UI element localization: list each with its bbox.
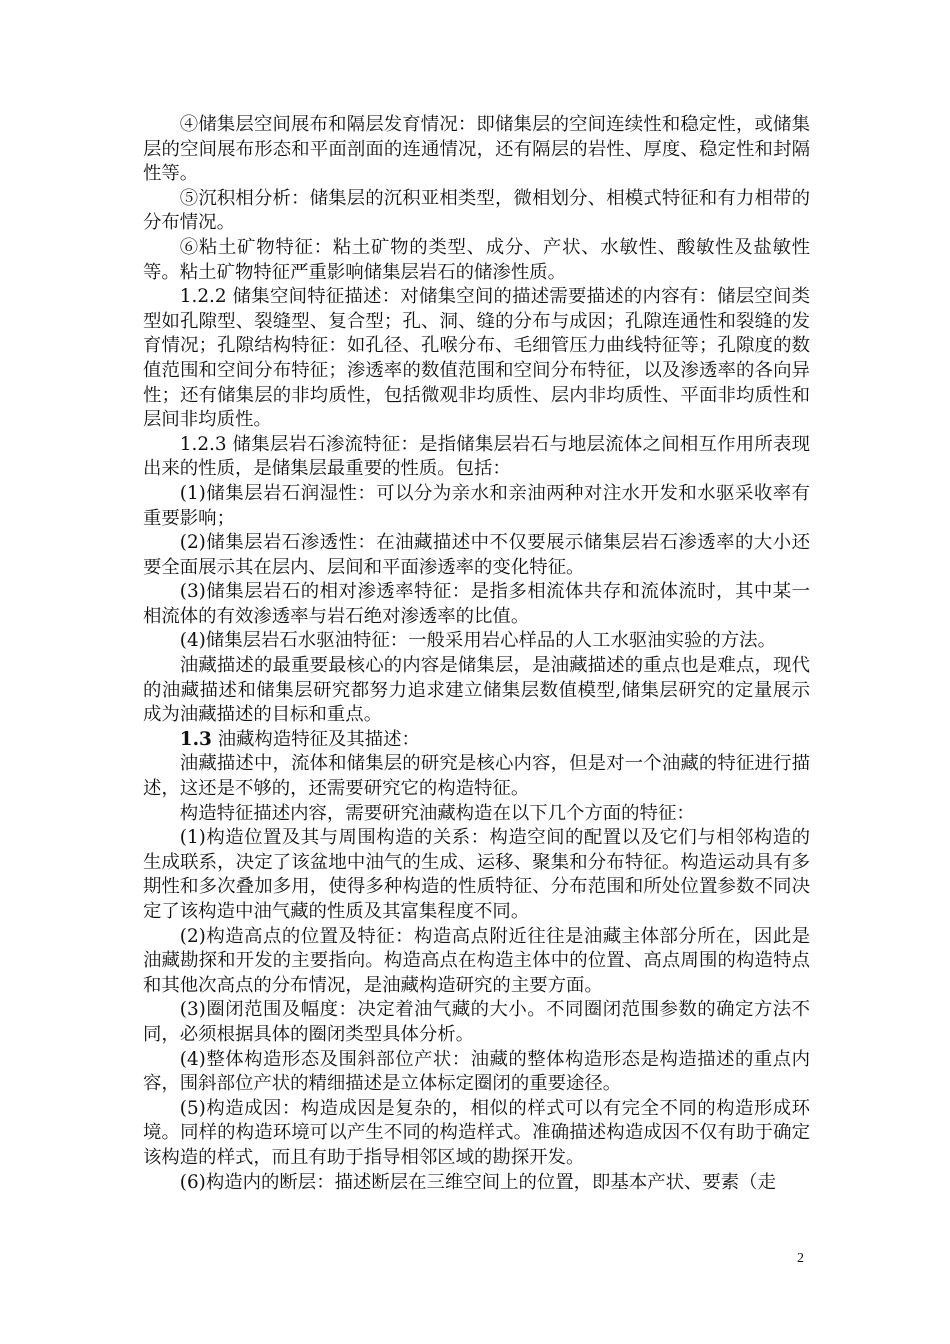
- paragraph-overall-form: (4)整体构造形态及围斜部位产状：油藏的整体构造形态是构造描述的重点内容，围斜部位产状的精细描述是立体标定圈闭的重要途径。: [143, 1048, 810, 1095]
- section-number: 1.3: [179, 728, 212, 750]
- paragraph-sedimentary-facies: ⑤沉积相分析：储集层的沉积亚相类型，微相划分、相模式特征和有力相带的分布情况。: [143, 187, 810, 234]
- paragraph-structure-intro: 油藏描述中，流体和储集层的研究是核心内容，但是对一个油藏的特征进行描述，这还是不够的，还需要研究它的构造特征。: [143, 753, 810, 800]
- page-number: 2: [797, 1251, 804, 1266]
- paragraph-faults: (6)构造内的断层：描述断层在三维空间上的位置，即基本产状、要素（走: [179, 1171, 776, 1193]
- paragraph-structure-high-point: (2)构造高点的位置及特征：构造高点附近往往是油藏主体部分所在，因此是油藏勘探和开发的主要指向。构造高点在构造主体中的位置、高点周围的构造特点和其他次高点的分布情况，是油藏构造研究的主要方面。: [143, 925, 810, 996]
- paragraph-trap-range: (3)圈闭范围及幅度：决定着油气藏的大小。不同圈闭范围参数的确定方法不同，必须根据具体的圈闭类型具体分析。: [143, 999, 810, 1045]
- paragraph-reservoir-summary: 油藏描述的最重要最核心的内容是储集层，是油藏描述的重点也是难点，现代的油藏描述和储集层研究都努力追求建立储集层数值模型,储集层研究的定量展示成为油藏描述的目标和重点。: [143, 655, 810, 726]
- paragraph-permeability: (2)储集层岩石渗透性：在油藏描述中不仅要展示储集层岩石渗透率的大小还要全面展示其在层内、层间和平面渗透率的变化特征。: [143, 532, 810, 578]
- paragraph-wettability: (1)储集层岩石润湿性：可以分为亲水和亲油两种对注水开发和水驱采收率有重要影响；: [143, 482, 810, 529]
- paragraph-seepage-characteristics: 1.2.3 储集层岩石渗流特征：是指储集层岩石与地层流体之间相互作用所表现出来的性质，是储集层最重要的性质。包括：: [143, 433, 810, 480]
- paragraph-clay-minerals: ⑥粘土矿物特征：粘土矿物的类型、成分、产状、水敏性、酸敏性及盐敏性等。粘土矿物特征严重影响储集层岩石的储渗性质。: [143, 236, 810, 283]
- paragraph-water-drive: (4)储集层岩石水驱油特征：一般采用岩心样品的人工水驱油实验的方法。: [179, 630, 776, 652]
- paragraph-structure-content: 构造特征描述内容，需要研究油藏构造在以下几个方面的特征：: [179, 802, 695, 824]
- paragraph-reservoir-distribution: ④储集层空间展布和隔层发育情况：即储集层的空间连续性和稳定性，或储集层的空间展布形态和平面剖面的连通情况，还有隔层的岩性、厚度、稳定性和封隔性等。: [143, 114, 810, 185]
- paragraph-reservoir-space: 1.2.2 储集空间特征描述：对储集空间的描述需要描述的内容有：储层空间类型如孔隙型、裂缝型、复合型；孔、洞、缝的分布与成因；孔隙连通性和裂缝的发育情况；孔隙结构特征：如孔径、孔喉分布、毛细管压力曲线特征等；孔隙度的数值范围和空间分布特征；渗透率的数值范围和空间分布特征，以及渗透率的各向异性；还有储集层的非均质性，包括微观非均质性、层内非均质性、平面非均质性和层间非均质性。: [143, 286, 810, 431]
- section-title: 油藏构造特征及其描述：: [211, 728, 420, 750]
- paragraph-structure-position: (1)构造位置及其与周围构造的关系：构造空间的配置以及它们与相邻构造的生成联系，决定了该盆地中油气的生成、运移、聚集和分布特征。构造运动具有多期性和多次叠加多用，使得多种构造的性质特征、分布范围和所处位置参数不同决定了该构造中油气藏的性质及其富集程度不同。: [143, 827, 810, 922]
- body-text: [143, 113, 810, 1195]
- section-heading-1-3: [143, 728, 810, 753]
- paragraph-structure-origin: (5)构造成因：构造成因是复杂的，相似的样式可以有完全不同的构造形成环境。同样的构造环境可以产生不同的构造样式。准确描述构造成因不仅有助于确定该构造的样式，而且有助于指导相邻区域的勘探开发。: [143, 1097, 810, 1168]
- paragraph-relative-permeability: (3)储集层岩石的相对渗透率特征：是指多相流体共存和流体流时，其中某一相流体的有效渗透率与岩石绝对渗透率的比值。: [143, 581, 810, 627]
